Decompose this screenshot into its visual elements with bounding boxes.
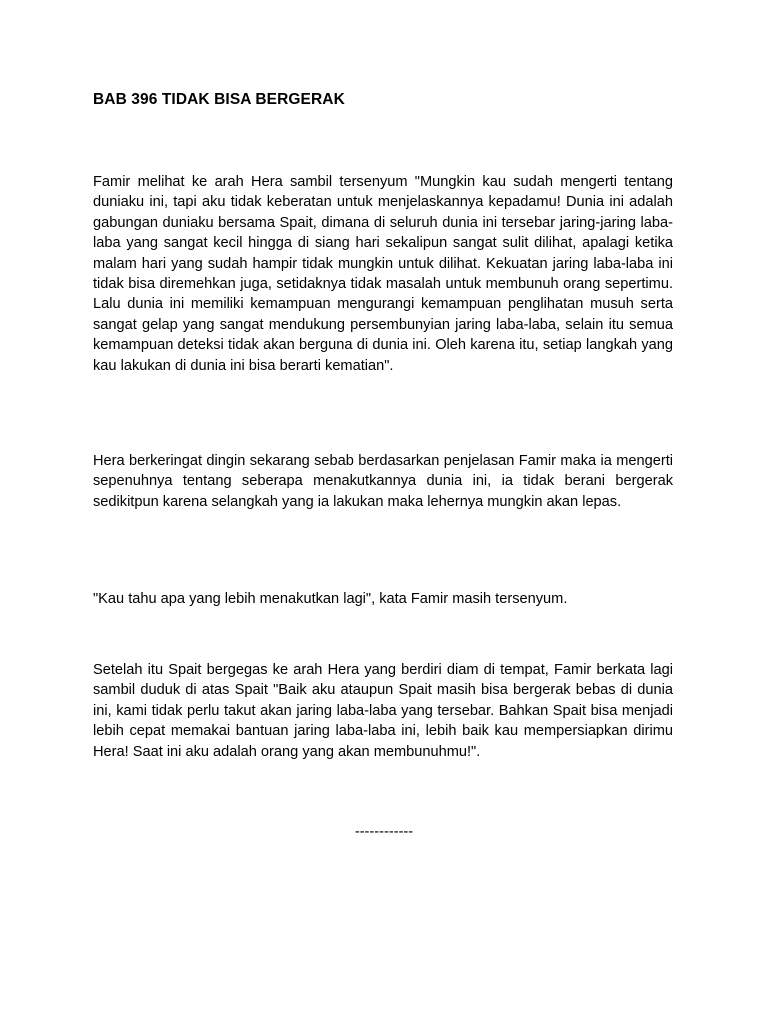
paragraph-famir-question: "Kau tahu apa yang lebih menakutkan lagi", kata Famir masih tersenyum. <box>93 591 568 607</box>
section-separator: ------------ <box>354 824 414 840</box>
paragraph-famir-explanation: Famir melihat ke arah Hera sambil tersenyum "Mungkin kau sudah mengerti tentang duniaku ini, tapi aku tidak keberatan untuk menjelaskannya kepadamu! Dunia ini adalah gabungan duniaku bersama Spait, dimana di seluruh dunia ini tersebar jaring-jaring laba-laba yang sangat kecil hingga di siang hari sekalipun sangat sulit dilihat, apalagi ketika malam hari yang sudah hampir tidak mungkin untuk dilihat. Kekuatan jaring laba-laba ini tidak bisa diremehkan juga, setidaknya tidak masalah untuk membunuh orang sepertimu. Lalu dunia ini memiliki kemampuan mengurangi kemampuan penglihatan musuh serta sangat gelap yang sangat mendukung persembunyian jaring laba-laba, selain itu semua kemampuan deteksi tidak akan berguna di dunia ini. Oleh karena itu, setiap langkah yang kau lakukan di dunia ini bisa berarti kematian". <box>93 174 673 374</box>
chapter-title: BAB 396 TIDAK BISA BERGERAK <box>93 91 345 108</box>
paragraph-hera-fear: Hera berkeringat dingin sekarang sebab berdasarkan penjelasan Famir maka ia mengerti sepenuhnya tentang seberapa menakutkannya dunia ini, ia tidak berani bergerak sedikitpun karena selangkah yang ia lakukan maka lehernya mungkin akan lepas. <box>93 453 673 510</box>
paragraph-spait-attack: Setelah itu Spait bergegas ke arah Hera yang berdiri diam di tempat, Famir berkata lagi sambil duduk di atas Spait "Baik aku ataupun Spait masih bisa bergerak bebas di dunia ini, kami tidak perlu takut akan jaring laba-laba yang tersebar. Bahkan Spait bisa menjadi lebih cepat memakai bantuan jaring laba-laba ini, lebih baik kau mempersiapkan dirimu Hera! Saat ini aku adalah orang yang akan membunuhmu!". <box>93 662 673 760</box>
